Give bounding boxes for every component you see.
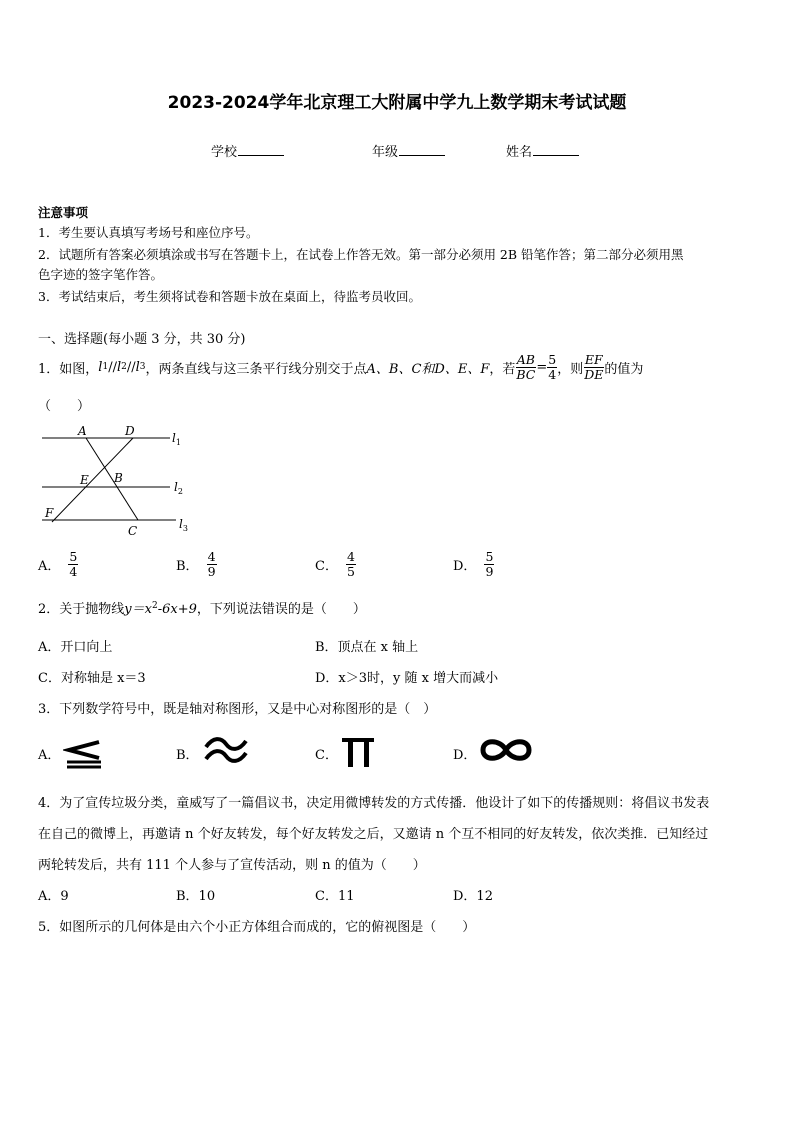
q2-exponent: 2 — [151, 601, 158, 611]
q1-sub2: 2 — [121, 362, 127, 372]
name-blank — [533, 144, 579, 156]
q1-lead: 1．如图， — [38, 361, 99, 377]
name-label: 姓名 — [506, 145, 533, 160]
page-title: 2023-2024学年北京理工大附属中学九上数学期末考试试题 — [167, 93, 627, 113]
option-letter: C． — [315, 748, 338, 763]
label-b: B — [114, 471, 123, 485]
fraction-ef-de: $\frac{EF}{DE}$ — [584, 351, 604, 382]
fraction-ab-bc: $\frac{AB}{BC}$ — [516, 351, 536, 382]
label-a: A — [78, 424, 87, 438]
q4-option-a[interactable]: A．9 — [38, 889, 69, 904]
note-line: 1．考生要认真填写考场号和座位序号。 — [38, 225, 259, 240]
note-line: 色字迹的签字笔作答。 — [38, 267, 164, 282]
q1-l3: l — [135, 359, 140, 375]
q2-stem-a: 2．关于抛物线 — [38, 602, 125, 617]
label-e: E — [80, 473, 89, 487]
option-letter: A． — [38, 748, 61, 763]
question-3-stem: 3．下列数学符号中，既是轴对称图形，又是中心对称图形的是（ ） — [38, 702, 437, 717]
school-label: 学校 — [211, 145, 238, 160]
school-blank — [238, 144, 284, 156]
q3-option-d[interactable] — [453, 744, 476, 763]
option-fraction: $\frac{4}{5}$ — [346, 548, 355, 579]
label-f: F — [45, 506, 54, 520]
infinity-icon — [478, 736, 534, 764]
option-letter: B． — [176, 748, 199, 763]
question-1-stem — [38, 352, 643, 382]
q4-option-c[interactable]: C．11 — [315, 889, 355, 904]
q2-stem-b: ，下列说法错误的是（ ） — [196, 602, 366, 617]
q1-option-d[interactable] — [453, 546, 494, 582]
grade-label: 年级 — [372, 145, 399, 160]
name-field — [506, 141, 579, 160]
section-heading: 一、选择题(每小题 3 分，共 30 分) — [38, 332, 246, 347]
option-fraction: $\frac{5}{4}$ — [69, 548, 78, 579]
q1-cond: ，若 — [489, 361, 516, 377]
option-letter: C． — [315, 558, 338, 574]
q3-option-c[interactable] — [315, 744, 338, 763]
option-letter: D． — [453, 748, 477, 763]
question-4-line: 4．为了宣传垃圾分类，童威写了一篇倡议书，决定用微博转发的方式传播．他设计了如下的传播规则：将倡议书发表 — [38, 796, 710, 811]
q1-option-c[interactable] — [315, 546, 356, 582]
grade-field — [372, 141, 445, 160]
q1-option-a[interactable] — [38, 546, 78, 582]
grade-blank — [399, 144, 445, 156]
q1-parallel: // — [126, 359, 136, 375]
q1-l2: l — [116, 359, 122, 375]
q1-l1: l — [98, 359, 103, 375]
parallel-lines-figure — [38, 420, 198, 542]
approx-icon — [203, 736, 249, 764]
q2-option-b[interactable]: B．顶点在 x 轴上 — [315, 640, 419, 655]
q1-sub3: 3 — [139, 362, 146, 372]
q1-option-b[interactable] — [176, 546, 217, 582]
q1-mid: ，两条直线与这三条平行线分别交于点 — [145, 361, 367, 377]
option-letter: D． — [453, 558, 477, 574]
label-l2: $l_2$ — [174, 480, 183, 496]
q1-points: A、B、C和D、E、F — [366, 361, 490, 377]
q3-option-b[interactable] — [176, 744, 199, 763]
q1-sub1: 1 — [102, 362, 109, 372]
school-field — [211, 141, 284, 160]
q2-option-c[interactable]: C．对称轴是 x＝3 — [38, 671, 146, 686]
note-line: 2．试题所有答案必须填涂或书写在答题卡上，在试卷上作答无效。第一部分必须用 2B 铅笔作答；第二部分必须用黑 — [38, 247, 684, 262]
question-4-line: 两轮转发后，共有 111 个人参与了宣传活动，则 n 的值为（ ） — [38, 858, 426, 873]
q4-option-d[interactable]: D．12 — [453, 889, 493, 904]
q3-option-a[interactable] — [38, 744, 60, 763]
label-c: C — [128, 524, 138, 538]
question-5-stem: 5．如图所示的几何体是由六个小正方体组合而成的，它的俯视图是（ ） — [38, 920, 476, 935]
less-equal-icon — [63, 736, 105, 770]
label-l3: $l_3$ — [179, 517, 188, 533]
option-fraction: $\frac{5}{9}$ — [485, 548, 494, 579]
q2-option-a[interactable]: A．开口向上 — [38, 640, 113, 655]
question-4-line: 在自己的微博上，再邀请 n 个好友转发，每个好友转发之后，又邀请 n 个互不相同的好友转发，依次类推．已知经过 — [38, 827, 709, 842]
q1-tail: 的值为 — [604, 361, 644, 377]
option-fraction: $\frac{4}{9}$ — [207, 548, 216, 579]
label-d: D — [125, 424, 135, 438]
option-letter: B． — [176, 558, 199, 574]
question-2-stem — [38, 598, 366, 617]
q2-formula: y＝x — [124, 602, 152, 617]
note-line: 3．考试结束后，考生须将试卷和答题卡放在桌面上，待监考员收回。 — [38, 289, 421, 304]
fraction-5-4: $\frac{5}{4}$ — [548, 351, 557, 382]
q1-then: ，则 — [557, 361, 584, 377]
q1-equals: = — [536, 359, 548, 375]
notes-heading: 注意事项 — [38, 205, 89, 220]
q2-option-d[interactable]: D．x＞3时，y 随 x 增大而减小 — [315, 671, 499, 686]
pi-icon — [340, 736, 376, 768]
label-l1: $l_1$ — [172, 431, 181, 447]
q4-option-b[interactable]: B．10 — [176, 889, 216, 904]
q1-paren: （ ） — [38, 399, 91, 414]
q1-parallel: // — [108, 359, 117, 375]
option-letter: A． — [38, 558, 61, 574]
q2-formula-b: -6x+9 — [157, 602, 197, 617]
